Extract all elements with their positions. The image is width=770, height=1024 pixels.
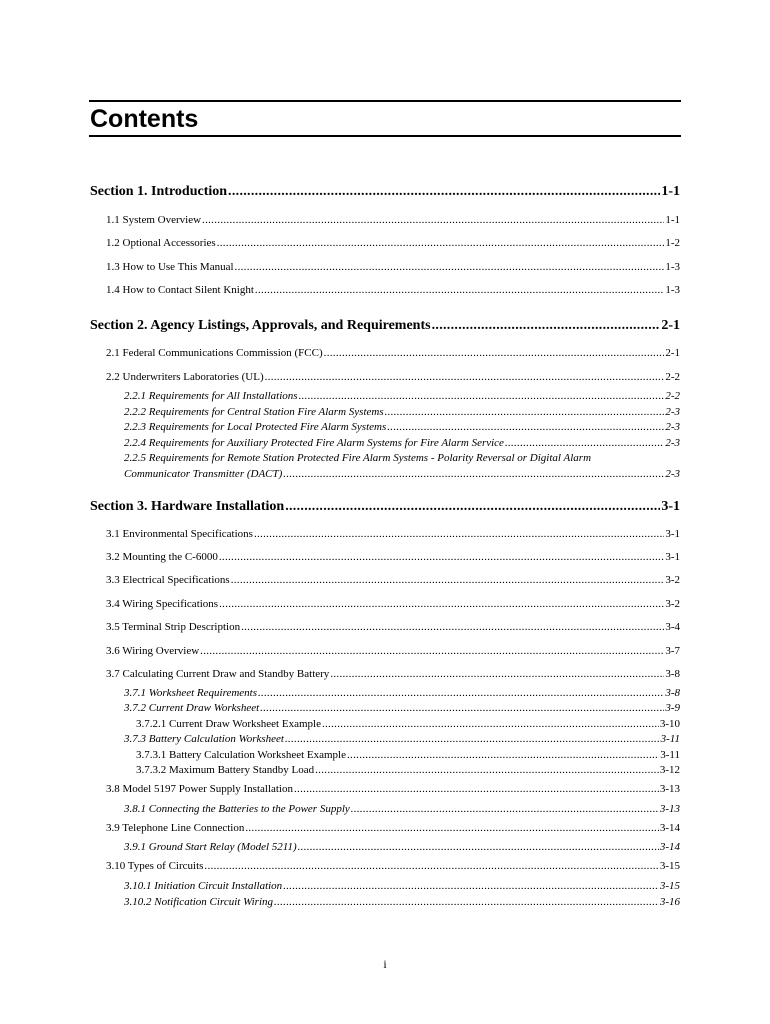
toc-leader <box>219 598 664 610</box>
toc-page: 3-7 <box>665 645 680 657</box>
toc-leader <box>432 318 661 334</box>
page-title: Contents <box>90 105 199 133</box>
toc-label: 2.1 Federal Communications Commission (FCC) <box>106 347 323 359</box>
page-number: i <box>383 957 387 971</box>
toc-label: 3.5 Terminal Strip Description <box>106 621 241 633</box>
toc-entry-3-2[interactable] <box>106 551 680 563</box>
toc-leader <box>294 783 659 795</box>
toc-label: 3.7.3.1 Battery Calculation Worksheet Example <box>136 749 346 761</box>
toc-leader <box>254 528 664 540</box>
toc-entry-2-2-4[interactable] <box>124 437 680 449</box>
toc-entry-1-3[interactable] <box>106 261 680 273</box>
toc-entry-3-7-2[interactable] <box>124 702 680 714</box>
toc-leader <box>330 668 664 680</box>
toc-page: 3-8 <box>665 687 680 699</box>
toc-label: 2.2.1 Requirements for All Installations <box>124 390 298 402</box>
toc-entry-2-2-3[interactable] <box>124 421 680 433</box>
toc-label: 1.3 How to Use This Manual <box>106 261 234 273</box>
toc-leader <box>299 390 665 402</box>
toc-label: 1.4 How to Contact Silent Knight <box>106 284 254 296</box>
toc-page: 3-2 <box>665 598 680 610</box>
toc-leader <box>219 551 664 563</box>
toc-leader <box>200 645 664 657</box>
toc-leader <box>265 371 665 383</box>
toc-label: Communicator Transmitter (DACT) <box>124 468 283 480</box>
toc-page: 2-3 <box>665 421 680 433</box>
toc-leader <box>255 284 664 296</box>
toc-label: Section 2. Agency Listings, Approvals, and Requirements <box>90 318 431 333</box>
toc-label: 3.7.2 Current Draw Worksheet <box>124 702 260 714</box>
toc-label: 3.7.2.1 Current Draw Worksheet Example <box>136 718 321 730</box>
toc-page: 3-14 <box>659 841 680 853</box>
toc-entry-2-2-2[interactable] <box>124 406 680 418</box>
toc-leader <box>505 437 664 449</box>
toc-entry-2-2-5[interactable] <box>124 468 680 480</box>
toc-leader <box>202 214 664 226</box>
toc-label: 3.7.1 Worksheet Requirements <box>124 687 257 699</box>
toc-page: 3-15 <box>659 860 680 872</box>
toc-leader <box>245 822 659 834</box>
toc-page: 3-1 <box>661 499 680 514</box>
toc-leader <box>385 406 665 418</box>
toc-page: 2-1 <box>665 347 680 359</box>
toc-label: 3.10.1 Initiation Circuit Installation <box>124 880 283 892</box>
toc-leader <box>217 237 665 249</box>
toc-page: 3-12 <box>659 764 680 776</box>
toc-leader <box>260 702 664 714</box>
toc-leader <box>274 896 659 908</box>
toc-leader <box>283 880 659 892</box>
toc-leader <box>283 468 664 480</box>
toc-leader <box>231 574 665 586</box>
toc-entry-2-2-1[interactable] <box>124 390 680 402</box>
toc-entry-1-4[interactable] <box>106 284 680 296</box>
toc-entry-3-7-2-1[interactable] <box>136 718 680 730</box>
toc-page: 1-1 <box>665 214 680 226</box>
toc-page: 3-10 <box>659 718 680 730</box>
toc-entry-3-1[interactable] <box>106 528 680 540</box>
toc-label: 3.4 Wiring Specifications <box>106 598 219 610</box>
toc-leader <box>285 499 660 515</box>
toc-page: 3-15 <box>659 880 680 892</box>
toc-page: 3-4 <box>665 621 680 633</box>
toc-label: Section 3. Hardware Installation <box>90 499 285 514</box>
toc-label: 3.2 Mounting the C-6000 <box>106 551 218 563</box>
toc-leader <box>324 347 665 359</box>
toc-entry-3-5[interactable] <box>106 621 680 633</box>
toc-page: 3-8 <box>665 668 680 680</box>
toc-label: 3.7.3 Battery Calculation Worksheet <box>124 733 284 745</box>
toc-label: 3.10 Types of Circuits <box>106 860 204 872</box>
toc-entry-3-9-1[interactable] <box>124 841 680 853</box>
toc-leader <box>322 718 659 730</box>
toc-entry-2-2[interactable] <box>106 371 680 383</box>
toc-label: 3.7.3.2 Maximum Battery Standby Load <box>136 764 315 776</box>
toc-leader <box>228 184 660 200</box>
toc-leader <box>204 860 658 872</box>
toc-page: 3-2 <box>665 574 680 586</box>
toc-page: 3-1 <box>665 528 680 540</box>
toc-entry-3-7-3-1[interactable] <box>136 749 680 761</box>
toc-page: 3-13 <box>659 803 680 815</box>
toc-label: 3.7 Calculating Current Draw and Standby Battery <box>106 668 330 680</box>
toc-entry-3-4[interactable] <box>106 598 680 610</box>
toc-label: 3.3 Electrical Specifications <box>106 574 230 586</box>
toc-entry-3-7-1[interactable] <box>124 687 680 699</box>
toc-label: 1.2 Optional Accessories <box>106 237 216 249</box>
toc-page: 1-3 <box>665 284 680 296</box>
title-rule-top <box>89 100 681 102</box>
toc-page: 3-9 <box>665 702 680 714</box>
toc-page: 2-2 <box>665 390 680 402</box>
toc-leader <box>235 261 665 273</box>
toc-page: 2-3 <box>665 468 680 480</box>
toc-section-introduction[interactable] <box>90 184 680 200</box>
toc-entry-3-7[interactable] <box>106 668 680 680</box>
toc-label: 2.2.2 Requirements for Central Station Fire Alarm Systems <box>124 406 384 418</box>
toc-label: 3.8 Model 5197 Power Supply Installation <box>106 783 293 795</box>
toc-page: 2-3 <box>665 437 680 449</box>
toc-entry-3-3[interactable] <box>106 574 680 586</box>
toc-label: 3.1 Environmental Specifications <box>106 528 253 540</box>
toc-label: 2.2 Underwriters Laboratories (UL) <box>106 371 264 383</box>
toc-entry-1-1[interactable] <box>106 214 680 226</box>
toc-entry-2-2-5-line1[interactable]: 2.2.5 Requirements for Remote Station Protected Fire Alarm Systems - Polarity Reversal or Digital Alarm <box>124 452 592 464</box>
toc-section-agency-listings[interactable] <box>90 318 680 334</box>
toc-leader <box>315 764 659 776</box>
toc-leader <box>258 687 664 699</box>
toc-label: 2.2.4 Requirements for Auxiliary Protected Fire Alarm Systems for Fire Alarm Service <box>124 437 504 449</box>
toc-leader <box>298 841 659 853</box>
toc-page: 3-16 <box>659 896 680 908</box>
toc-leader <box>347 749 659 761</box>
toc-section-hardware-installation[interactable] <box>90 499 680 515</box>
toc-label: 3.10.2 Notification Circuit Wiring <box>124 896 274 908</box>
toc-leader <box>241 621 664 633</box>
toc-entry-3-10-2[interactable] <box>124 896 680 908</box>
toc-page: 3-13 <box>659 783 680 795</box>
toc-page: 3-14 <box>659 822 680 834</box>
toc-entry-3-10-1[interactable] <box>124 880 680 892</box>
toc-entry-1-2[interactable] <box>106 237 680 249</box>
toc-page: 2-3 <box>665 406 680 418</box>
toc-page: 3-11 <box>660 733 680 745</box>
toc-entry-3-7-3[interactable] <box>124 733 680 745</box>
toc-page: 1-3 <box>665 261 680 273</box>
toc-label: 2.2.3 Requirements for Local Protected Fire Alarm Systems <box>124 421 387 433</box>
toc-entry-3-10[interactable] <box>106 860 680 872</box>
toc-label: 3.8.1 Connecting the Batteries to the Power Supply <box>124 803 350 815</box>
toc-page: 2-2 <box>665 371 680 383</box>
toc-page: 2-1 <box>661 318 680 333</box>
toc-label: 1.1 System Overview <box>106 214 202 226</box>
toc-leader <box>351 803 659 815</box>
toc-label: 3.6 Wiring Overview <box>106 645 200 657</box>
title-rule-bottom <box>89 135 681 137</box>
toc-label: 3.9 Telephone Line Connection <box>106 822 245 834</box>
toc-page: 3-1 <box>665 551 680 563</box>
toc-label: Section 1. Introduction <box>90 184 228 199</box>
toc-page: 3-11 <box>660 749 680 761</box>
toc-page: 1-1 <box>661 184 680 199</box>
toc-leader <box>387 421 664 433</box>
toc-label: 3.9.1 Ground Start Relay (Model 5211) <box>124 841 297 853</box>
toc-entry-3-8-1[interactable] <box>124 803 680 815</box>
toc-entry-3-6[interactable] <box>106 645 680 657</box>
toc-entry-3-8[interactable] <box>106 783 680 795</box>
toc-leader <box>285 733 660 745</box>
toc-page: 1-2 <box>665 237 680 249</box>
toc-entry-2-1[interactable] <box>106 347 680 359</box>
toc-entry-3-9[interactable] <box>106 822 680 834</box>
toc-entry-3-7-3-2[interactable] <box>136 764 680 776</box>
